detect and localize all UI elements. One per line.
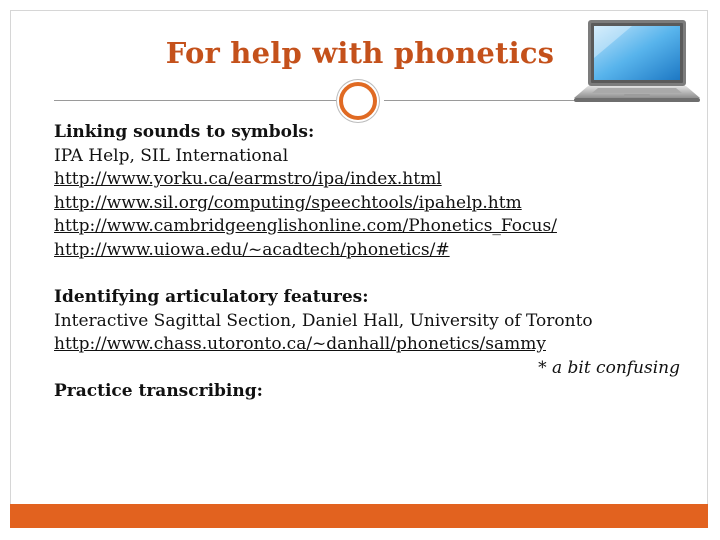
section-heading-articulatory: Identifying articulatory features:	[54, 287, 369, 307]
section-heading-symbols: Linking sounds to symbols:	[54, 122, 315, 142]
section-heading-transcribing: Practice transcribing:	[54, 381, 263, 401]
source-sagittal-section: Interactive Sagittal Section, Daniel Hall, University of Toronto	[54, 310, 593, 331]
source-ipa-help: IPA Help, SIL International	[54, 145, 289, 166]
section-gap	[54, 262, 694, 286]
link-sil-ipahelp[interactable]: http://www.sil.org/computing/speechtools/ipahelp.htm	[54, 192, 522, 213]
link-yorku-ipa[interactable]: http://www.yorku.ca/earmstro/ipa/index.html	[54, 169, 442, 189]
link-uiowa-phonetics[interactable]: http://www.uiowa.edu/~acadtech/phonetics/#	[54, 239, 450, 260]
ring-ornament-icon	[339, 82, 377, 120]
link-cambridge-phonetics-focus[interactable]: http://www.cambridgeenglishonline.com/Phonetics_Focus/	[54, 216, 557, 236]
laptop-icon	[572, 18, 702, 108]
footer-accent-bar	[10, 504, 708, 528]
slide-body	[54, 121, 694, 404]
title-divider-left	[54, 100, 336, 101]
slide-title: For help with phonetics	[165, 36, 555, 70]
note-confusing: * a bit confusing	[538, 357, 680, 378]
link-utoronto-sammy[interactable]: http://www.chass.utoronto.ca/~danhall/phonetics/sammy	[54, 334, 546, 354]
